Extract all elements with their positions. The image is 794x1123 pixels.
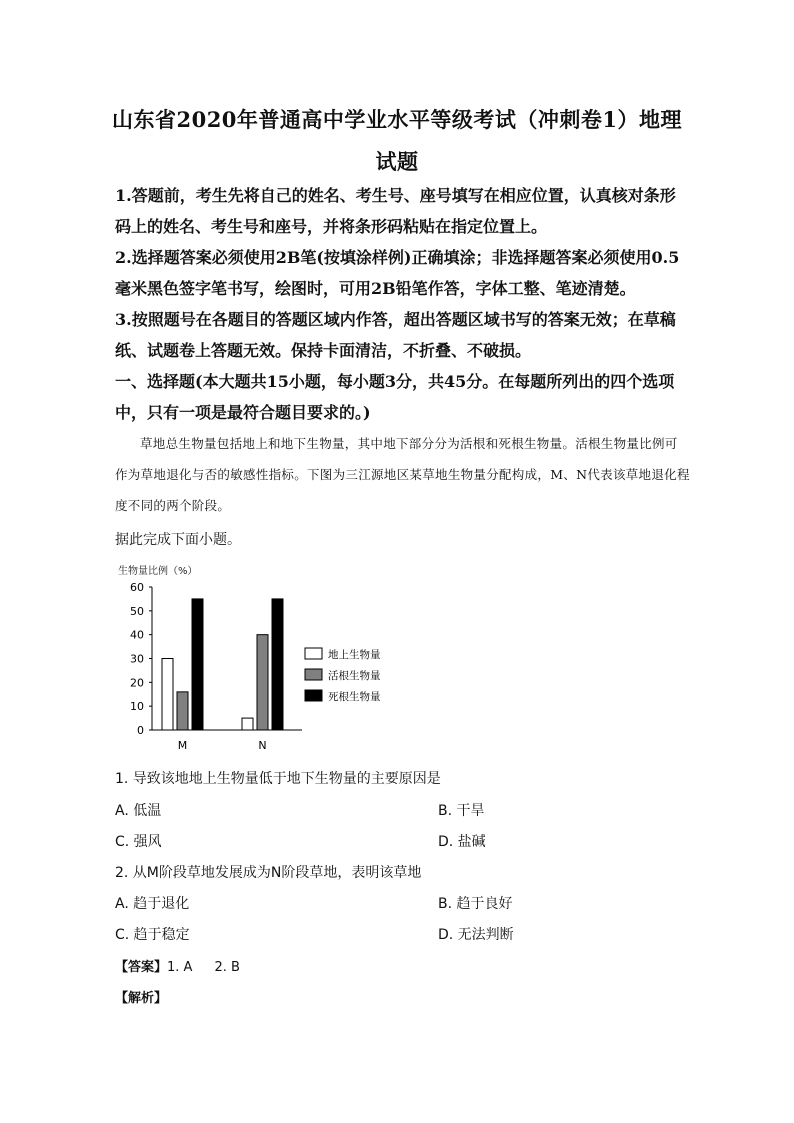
page-subtitle: 试题 — [375, 149, 419, 174]
legend-label: 地上生物量 — [328, 649, 381, 661]
bar-M-3 — [192, 599, 203, 730]
legend-label: 死根生物量 — [328, 691, 381, 703]
intro-paragraph: 草地总生物量包括地上和地下生物量，其中地下部分分为活根和死根生物量。活根生物量比例可作为草地退化与否的敏感性指标。下图为三江源地区某草地生物量分配构成，M、N代表该草地退化程度不同的两个阶段。 — [115, 436, 690, 513]
q2-option-d[interactable]: D. 无法判断 — [438, 927, 514, 943]
page-title: 山东省2020年普通高中学业水平等级考试（冲刺卷1）地理 — [111, 107, 683, 132]
answer-item-1: 1. A — [167, 960, 193, 975]
q2-option-c[interactable]: C. 趋于稳定 — [115, 927, 190, 943]
biomass-bar-chart — [115, 560, 415, 760]
bar-N-2 — [257, 635, 268, 730]
instruction-2: 2.选择题答案必须使用2B笔(按填涂样例)正确填涂；非选择题答案必须使用0.5毫米黑色签字笔书写，绘图时，可用2B铅笔作答，字体工整、笔迹清楚。 — [115, 248, 680, 298]
answer-tag: 【答案】 — [115, 960, 168, 975]
y-tick-label: 30 — [130, 652, 144, 666]
instruction-1: 1.答题前，考生先将自己的姓名、考生号、座号填写在相应位置，认真核对条形码上的姓名、考生号和座号，并将条形码粘贴在指定位置上。 — [115, 186, 676, 236]
q1-option-c[interactable]: C. 强风 — [115, 834, 162, 850]
y-tick-label: 40 — [130, 628, 144, 642]
q2-option-a[interactable]: A. 趋于退化 — [115, 896, 190, 912]
bar-N-3 — [272, 599, 283, 730]
question-1-stem: 1. 导致该地地上生物量低于地下生物量的主要原因是 — [115, 771, 441, 787]
lead-text: 据此完成下面小题。 — [115, 532, 241, 548]
y-tick-label: 10 — [130, 700, 144, 714]
legend-swatch — [305, 669, 322, 680]
x-category-label: N — [258, 739, 267, 752]
y-tick-label: 50 — [130, 604, 144, 618]
x-category-label: M — [177, 739, 188, 752]
bar-M-1 — [162, 659, 173, 731]
y-tick-label: 20 — [130, 676, 144, 690]
bar-M-2 — [177, 692, 188, 730]
answer-line — [115, 956, 240, 975]
instruction-3: 3.按照题号在各题目的答题区域内作答，超出答题区域书写的答案无效；在草稿纸、试题卷上答题无效。保持卡面清洁，不折叠、不破损。 — [115, 310, 676, 360]
answer-item-2: 2. B — [214, 960, 240, 975]
q1-option-b[interactable]: B. 干旱 — [438, 803, 485, 819]
chart-ylabel: 生物量比例（%） — [118, 566, 198, 577]
legend-swatch — [305, 690, 322, 701]
y-tick-label: 0 — [137, 724, 144, 737]
analysis-tag: 【解析】 — [115, 991, 168, 1006]
bar-N-1 — [242, 718, 253, 730]
y-tick-label: 60 — [130, 581, 144, 594]
q1-option-d[interactable]: D. 盐碱 — [438, 834, 486, 850]
analysis-line — [115, 987, 167, 1006]
question-2-stem: 2. 从M阶段草地发展成为N阶段草地，表明该草地 — [115, 865, 422, 881]
legend-swatch — [305, 648, 322, 659]
q2-option-b[interactable]: B. 趋于良好 — [438, 896, 513, 912]
section-header: 一、选择题(本大题共15小题，每小题3分，共45分。在每题所列出的四个选项中，只有一项是最符合题目要求的。) — [115, 372, 675, 422]
legend-label: 活根生物量 — [328, 670, 381, 682]
q1-option-a[interactable]: A. 低温 — [115, 803, 162, 819]
